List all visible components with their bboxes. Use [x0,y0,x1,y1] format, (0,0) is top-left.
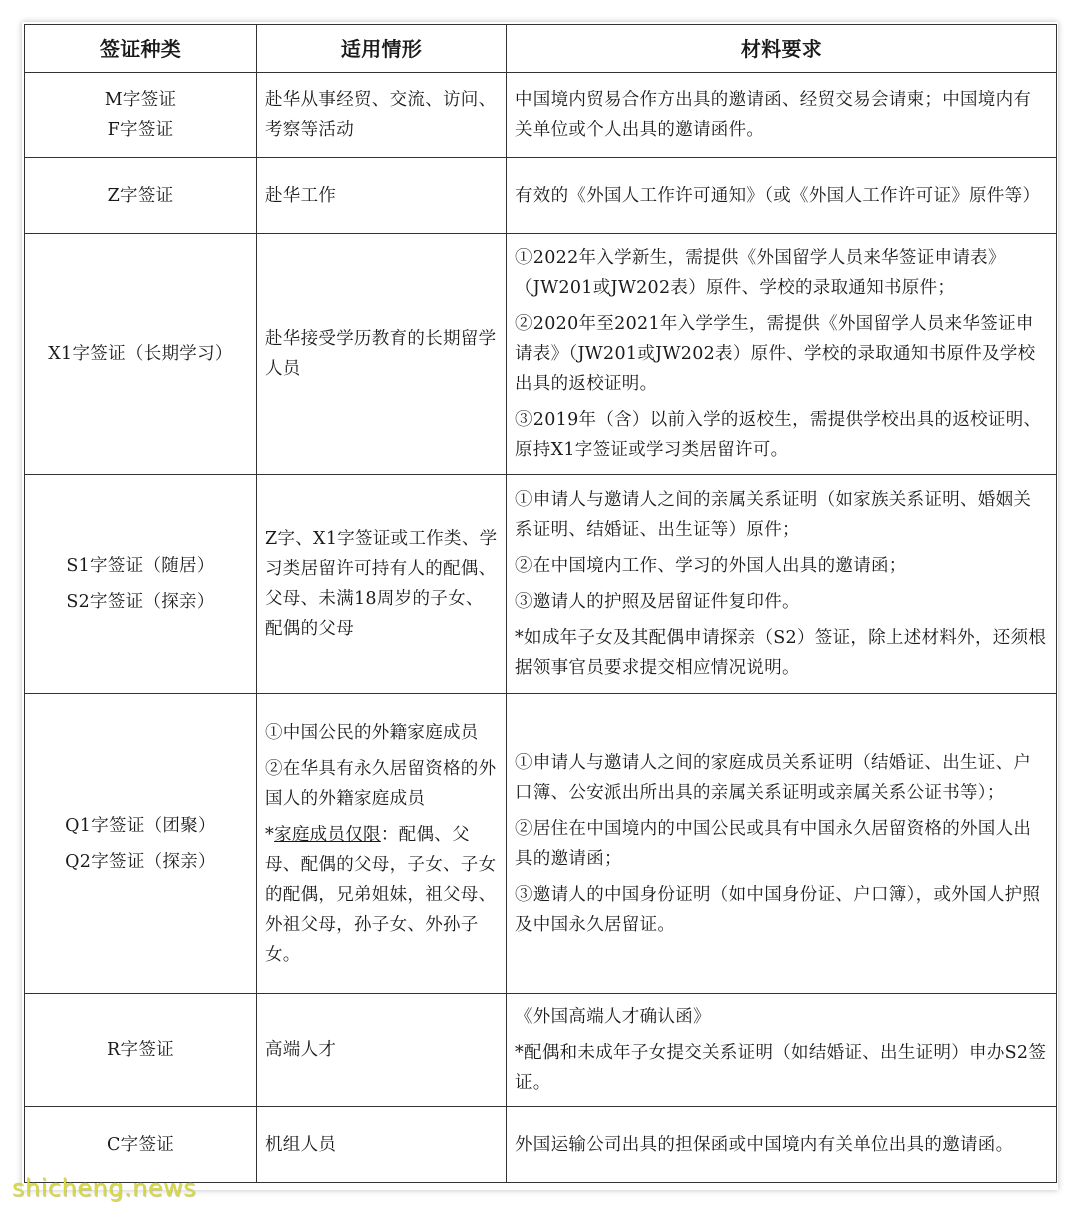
visa-type-label: R字签证 [107,1040,174,1060]
situation-cell [257,694,507,994]
materials-text: 中国境内贸易合作方出具的邀请函、经贸交易会请柬；中国境内有关单位或个人出具的邀请函件。 [515,90,1032,140]
situation-text: 赴华接受学历教育的长期留学人员 [265,329,497,379]
family-member-note-text: ：配偶、父母、配偶的父母，子女、子女的配偶，兄弟姐妹，祖父母、外祖父母，孙子女、外孙子女。 [265,824,497,965]
materials-note: *如成年子女及其配偶申请探亲（S2）签证，除上述材料外，还须根据领事官员要求提交相应情况说明。 [515,628,1047,678]
situation-item: ②在华具有永久居留资格的外国人的外籍家庭成员 [265,758,497,809]
situation-text: Z字、X1字签证或工作类、学习类居留许可持有人的配偶、父母、未满18周岁的子女、配偶的父母 [265,529,498,639]
visa-type-label: S1字签证（随居） [66,556,215,576]
situation-item: ①中国公民的外籍家庭成员 [265,722,479,743]
note-asterisk: * [265,824,275,845]
materials-item: 《外国高端人才确认函》 [515,1007,711,1027]
materials-note: *配偶和未成年子女提交关系证明（如结婚证、出生证明）申办S2签证。 [515,1043,1047,1093]
situation-text: 赴华从事经贸、交流、访问、考察等活动 [265,90,497,140]
materials-cell [507,694,1057,994]
visa-type-cell [25,158,257,234]
table-row [25,694,1057,994]
family-member-note-title: 家庭成员仅限 [274,824,381,845]
table-header-row [25,25,1057,73]
materials-item: ①2022年入学新生，需提供《外国留学人员来华签证申请表》（JW201或JW202表）原件、学校的录取通知书原件； [515,248,1006,298]
header-visa-type: 签证种类 [25,25,257,73]
header-materials: 材料要求 [507,25,1057,73]
site-watermark: shicheng.news [12,1174,197,1202]
materials-cell [507,475,1057,694]
visa-requirements-table [24,24,1057,1183]
situation-cell [257,1107,507,1183]
visa-type-label: M字签证 [104,90,177,110]
visa-type-label: C字签证 [106,1134,175,1155]
situation-cell [257,73,507,158]
materials-cell [507,1107,1057,1183]
situation-cell [257,234,507,475]
situation-cell [257,158,507,234]
materials-text: 有效的《外国人工作许可通知》（或《外国人工作许可证》原件等） [515,185,1041,206]
visa-type-cell [25,694,257,994]
materials-item: ②在中国境内工作、学习的外国人出具的邀请函； [515,556,907,576]
visa-type-cell [25,1107,257,1183]
materials-text: 外国运输公司出具的担保函或中国境内有关单位出具的邀请函。 [515,1134,1014,1155]
table-row [25,994,1057,1107]
materials-cell [507,994,1057,1107]
visa-type-label: F字签证 [107,120,174,140]
visa-type-label: Z字签证 [107,185,174,206]
materials-item: ③2019年（含）以前入学的返校生，需提供学校出具的返校证明、原持X1字签证或学习类居留许可。 [515,410,1042,460]
table-row [25,234,1057,475]
materials-item: ③邀请人的护照及居留证件复印件。 [515,592,800,612]
materials-item: ①申请人与邀请人之间的亲属关系证明（如家族关系证明、婚姻关系证明、结婚证、出生证等）原件； [515,490,1032,540]
materials-cell [507,234,1057,475]
visa-type-cell [25,73,257,158]
visa-type-cell [25,234,257,475]
materials-item: ①申请人与邀请人之间的家庭成员关系证明（结婚证、出生证、户口簿、公安派出所出具的亲属关系证明或亲属关系公证书等）； [515,752,1032,803]
table-row [25,1107,1057,1183]
situation-cell [257,475,507,694]
situation-cell [257,994,507,1107]
materials-cell [507,158,1057,234]
materials-item: ②居住在中国境内的中国公民或具有中国永久居留资格的外国人出具的邀请函； [515,818,1032,869]
materials-item: ③邀请人的中国身份证明（如中国身份证、户口簿），或外国人护照及中国永久居留证。 [515,884,1041,935]
visa-type-cell [25,475,257,694]
materials-item: ②2020年至2021年入学学生，需提供《外国留学人员来华签证申请表》（JW201或JW202表）原件、学校的录取通知书原件及学校出具的返校证明。 [515,314,1036,394]
table-row [25,475,1057,694]
visa-type-label: X1字签证（长期学习） [48,344,233,364]
header-situation: 适用情形 [257,25,507,73]
visa-type-cell [25,994,257,1107]
situation-text: 高端人才 [265,1040,337,1060]
visa-type-label: Q2字签证（探亲） [65,851,216,872]
situation-text: 机组人员 [265,1134,337,1155]
table-row [25,158,1057,234]
situation-text: 赴华工作 [265,185,337,206]
visa-type-label: Q1字签证（团聚） [65,815,216,836]
family-member-note [265,820,498,970]
visa-type-label: S2字签证（探亲） [66,592,215,612]
materials-cell [507,73,1057,158]
table-row [25,73,1057,158]
